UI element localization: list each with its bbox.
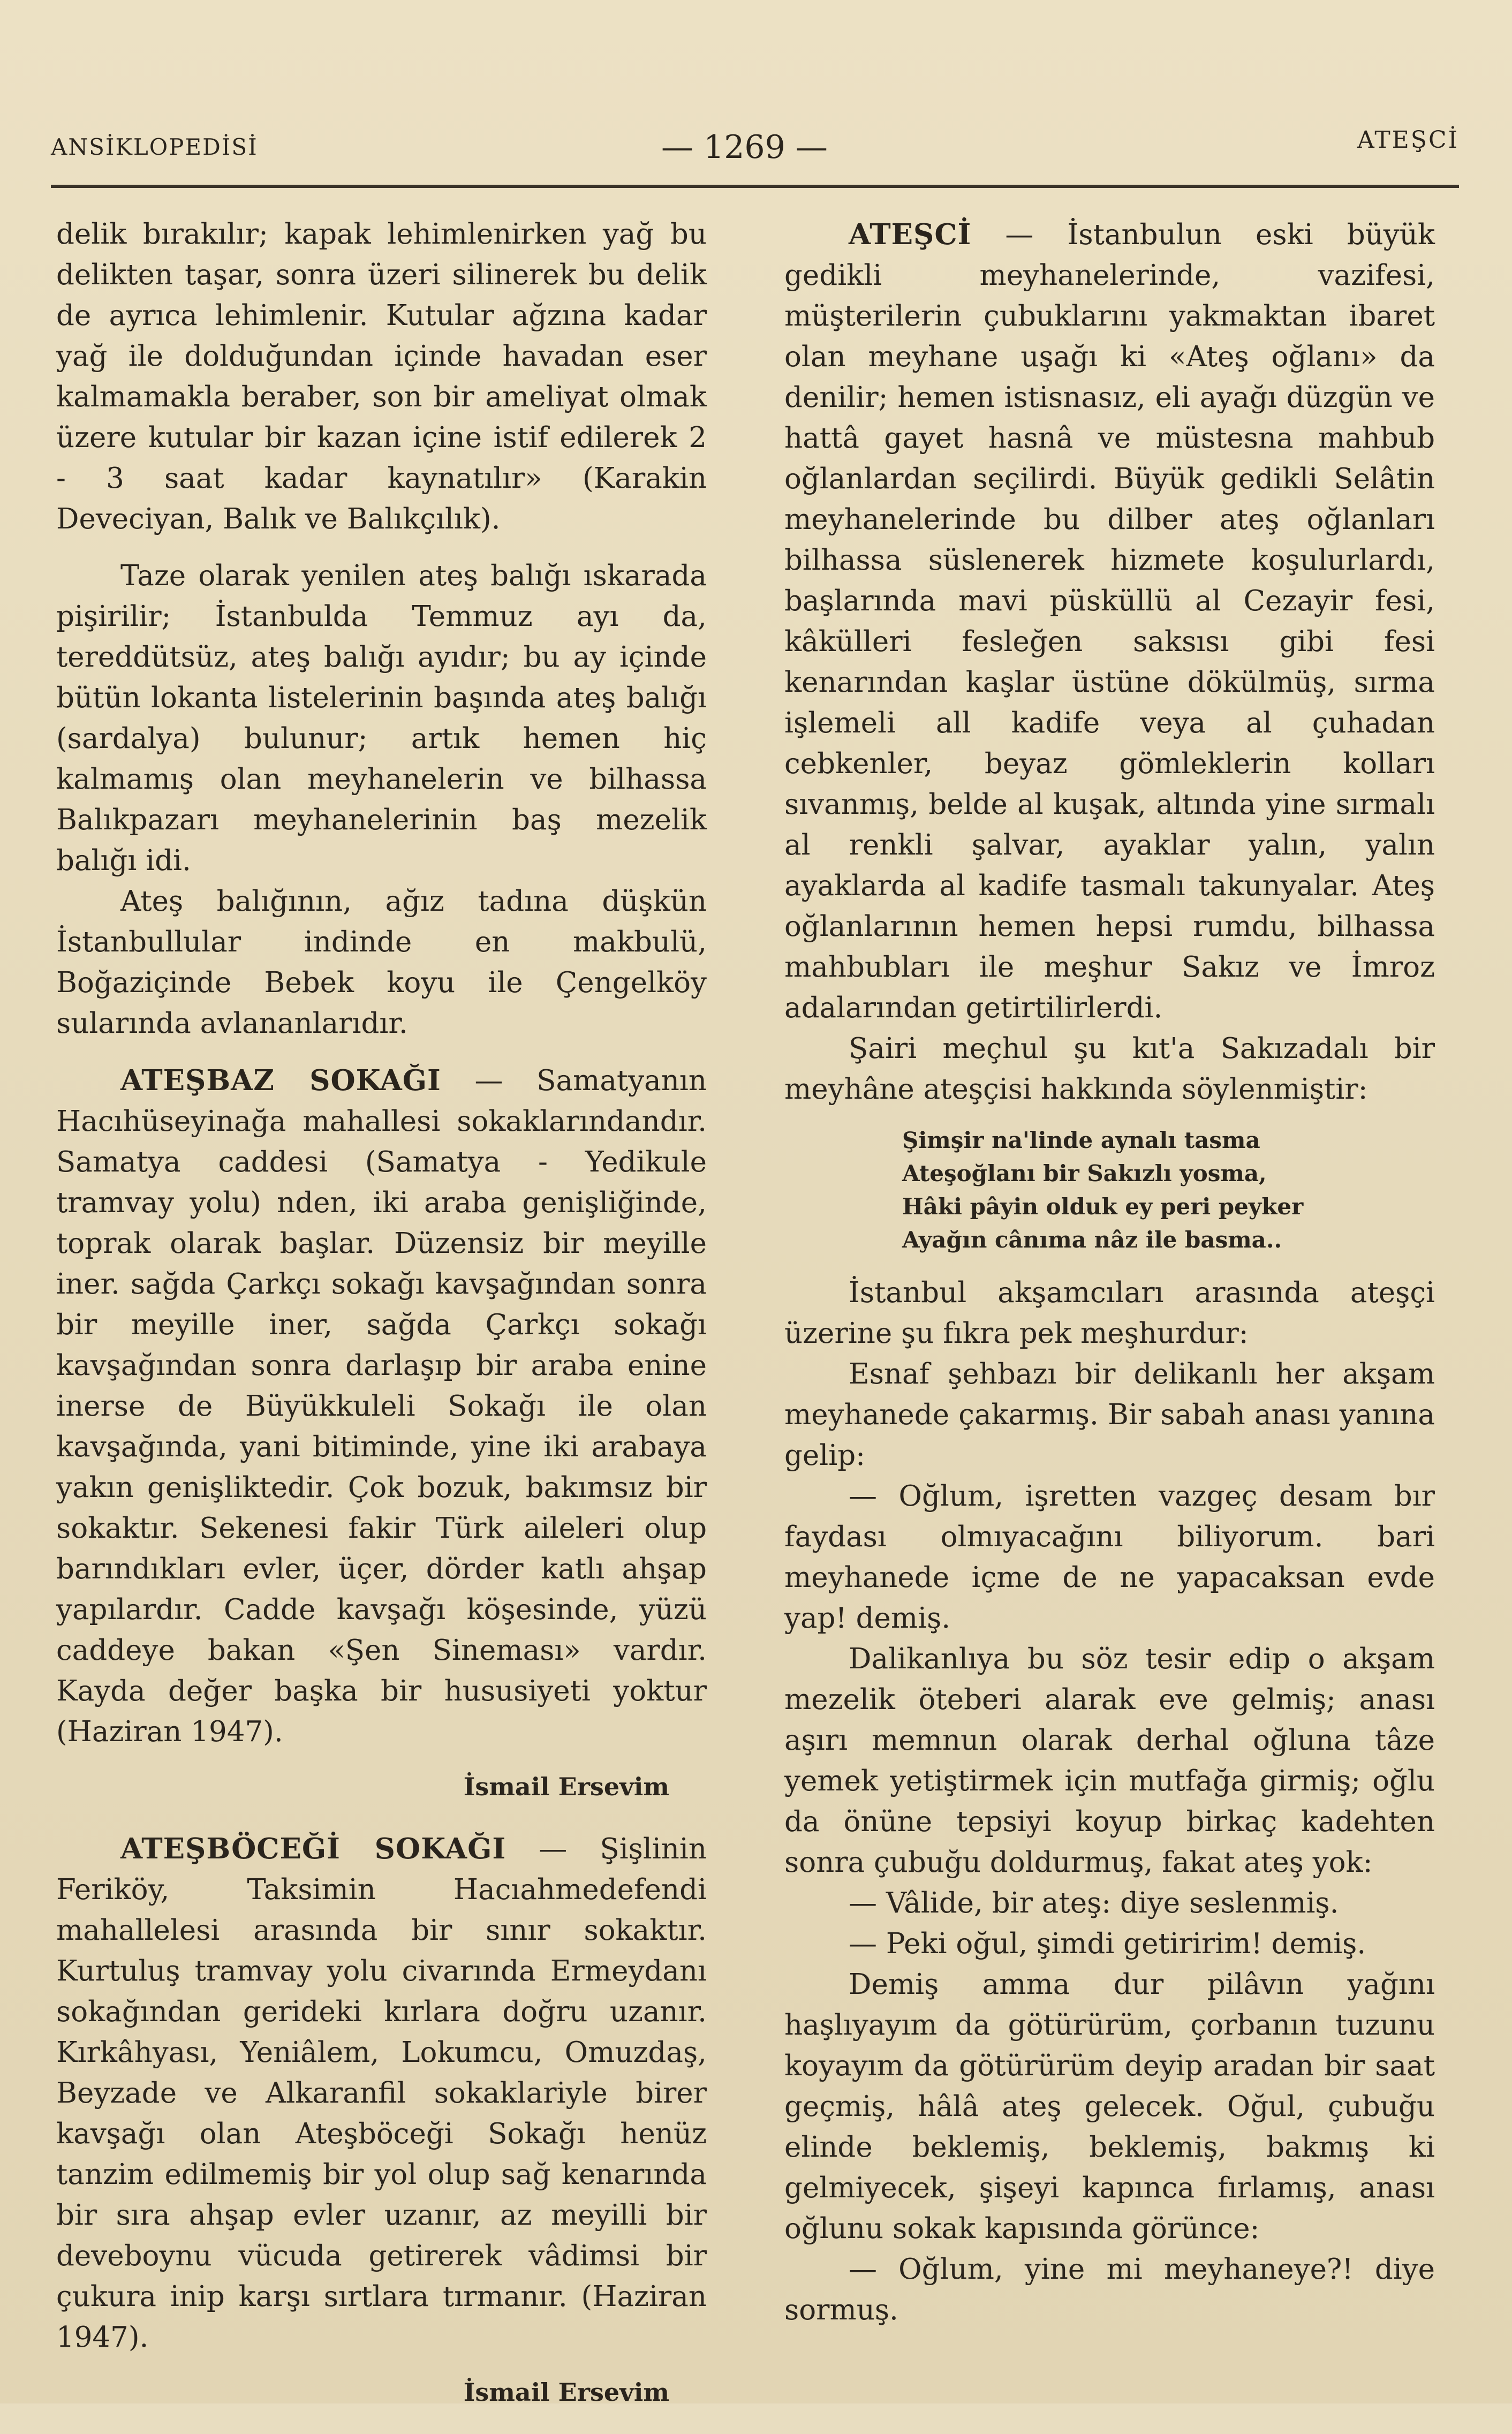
paragraph: Taze olarak yenilen ateş balığı ıskarada pişirilir; İstanbulda Temmuz ayı da, tereddütsüz, ateş balığı ayıdır; bu ay içinde bütün lokanta listelerinin başında ateş balığı (sardalya) bulunur; artık hemen hiç kalmamış olan meyhanelerin ve bilhassa Balıkpazarı meyhanelerinin baş mezelik balığı idi. (56, 560, 707, 877)
entry-text: — Samatyanın Hacıhüseyinağa mahallesi sokaklarındandır. Samatya caddesi (Samatya - Yedikule tramvay yolu) nden, iki araba genişliğinde, toprak olarak başlar. Düzensiz bir meyille iner. sağda Çarkçı sokağı kavşağından sonra bir meyille iner, sağda Çarkçı sokağı kavşağından sonra darlaşıp bir araba enine inerse de Büyükkuleli Sokağı ile olan kavşağında, yani bitiminde, yine iki arabaya yakın genişliktedir. Çok bozuk, bakımsız bir sokaktır. Sekenesi fakir Türk aileleri olup barındıkları evler, üçer, dörder katlı ahşap yapılardır. Cadde kavşağı köşesinde, yüzü caddeye bakan «Şen Sineması» vardır. Kayda değer başka bir hususiyeti yoktur (Haziran 1947). (56, 1064, 707, 1748)
right-column (784, 214, 1435, 2331)
entry-atesbaz (56, 1060, 707, 1752)
paragraph: — Vâlide, bir ateş: diye seslenmiş. (849, 1887, 1339, 1919)
paragraph: Esnaf şehbazı bir delikanlı her akşam meyhanede çakarmış. Bir sabah anası yanına gelip: (784, 1358, 1435, 1472)
entry-heading: ATEŞBÖCEĞİ SOKAĞI (120, 1832, 506, 1865)
signature: İsmail Ersevim (463, 2378, 669, 2407)
poem-line: Hâki pâyin olduk ey peri peyker (902, 1193, 1304, 1220)
paragraph: Şairi meçhul şu kıt'a Sakızadalı bir meyhâne ateşçisi hakkında söylenmiştir: (784, 1032, 1435, 1106)
entry-atesci (784, 214, 1435, 1029)
signature: İsmail Ersevim (463, 1772, 669, 1801)
paragraph: Ateş balığının, ağız tadına düşkün İstanbullular indinde en makbulü, Boğaziçinde Bebek koyu ile Çengelköy sularında avlananlarıdır. (56, 885, 707, 1040)
poem-line: Ayağın cânıma nâz ile basma.. (902, 1227, 1282, 1253)
paragraph: İstanbul akşamcıları arasında ateşçi üzerine şu fıkra pek meşhurdur: (784, 1276, 1435, 1350)
page-number: — 1269 — (661, 128, 828, 166)
poem (902, 1124, 1435, 1257)
paragraph: — Oğlum, yine mi meyhaneye?! diye sormuş. (784, 2253, 1435, 2326)
header-title: ANSİKLOPEDİSİ (51, 134, 258, 160)
paragraph: delik bırakılır; kapak lehimlenirken yağ bu delikten taşar, sonra üzeri silinerek bu delik de ayrıca lehimlenir. Kutular ağzına kadar yağ ile dolduğundan içinde havadan eser kalmamakla beraber, son bir ameliyat olmak üzere kutular bir kazan içine istif edilerek 2 - 3 saat kadar kaynatılır» (Karakin Deveciyan, Balık ve Balıkçılık). (56, 218, 707, 535)
left-column (56, 214, 707, 2434)
header-entry: ATEŞCİ (1357, 126, 1459, 154)
entry-atesbocegi (56, 1828, 707, 2358)
paragraph: — Oğlum, işretten vazgeç desam bır faydası olmıyacağını biliyorum. bari meyhanede içme de ne yapacaksan evde yap! demiş. (784, 1480, 1435, 1635)
poem-line: Şimşir na'linde aynalı tasma (902, 1127, 1260, 1153)
page-header (51, 126, 1459, 171)
paragraph: Demiş amma dur pilâvın yağını haşlıyayım da götürürüm, çorbanın tuzunu koyayım da götürürüm deyip aradan bir saat geçmiş, hâlâ ateş gelecek. Oğul, çubuğu elinde beklemiş, beklemiş, bakmış ki gelmiyecek, şişeyi kapınca fırlamış, anası oğlunu sokak kapısında görünce: (784, 1968, 1435, 2245)
entry-heading: ATEŞCİ (849, 218, 972, 251)
entry-text: — Şişlinin Feriköy, Taksimin Hacıahmedefendi mahallelesi arasında bir sınır sokaktır. Kurtuluş tramvay yolu civarında Ermeydanı sokağından gerideki kırlara doğru uzanır. Kırkâhyası, Yeniâlem, Lokumcu, Omuzdaş, Beyzade ve Alkaranfil sokaklariyle birer kavşağı olan Ateşböceği Sokağı henüz tanzim edilmemiş bir yol olup sağ kenarında bir sıra ahşap evler uzanır, az meyilli bir deveboynu vücuda getirerek vâdimsi bir çukura inip karşı sırtlara tırmanır. (Haziran 1947). (56, 1833, 707, 2354)
header-rule (51, 185, 1459, 188)
entry-heading: ATEŞBAZ SOKAĞI (120, 1064, 441, 1097)
paragraph: Dalikanlıya bu söz tesir edip o akşam mezelik öteberi alarak eve gelmiş; anası aşırı memnun olarak derhal oğluna tâze yemek yetiştirmek için mutfağa girmiş; oğlu da önüne tepsiyi koyup birkaç kadehten sonra çubuğu doldurmuş, fakat ateş yok: (784, 1643, 1435, 1879)
entry-text: — İstanbulun eski büyük gedikli meyhanelerinde, vazifesi, müşterilerin çubuklarını yakmaktan ibaret olan meyhane uşağı ki «Ateş oğlanı» da denilir; hemen istisnasız, eli ayağı düzgün ve hattâ gayet hasnâ ve müstesna mahbub oğlanlardan seçilirdi. Büyük gedikli Selâtin meyhanelerinde bu dilber ateş oğlanları bilhassa süslenerek hizmete koşulurlardı, başlarında mavi püsküllü al Cezayir fesi, kâkülleri fesleğen saksısı gibi fesi kenarından kaşlar üstüne dökülmüş, sırma işlemeli all kadife veya al çuhadan cebkenler, beyaz gömleklerin kolları sıvanmış, belde al kuşak, altında yine sırmalı al renkli şalvar, ayaklar yalın, yalın ayaklarda al kadife tasmalı takunyalar. Ateş oğlanlarının hemen hepsi rumdu, bilhassa mahbubları ile meşhur Sakız ve İmroz adalarından getirtilirlerdi. (784, 218, 1435, 1024)
paragraph: — Peki oğul, şimdi getiririm! demiş. (849, 1927, 1366, 1960)
poem-line: Ateşoğlanı bir Sakızlı yosma, (902, 1160, 1267, 1186)
